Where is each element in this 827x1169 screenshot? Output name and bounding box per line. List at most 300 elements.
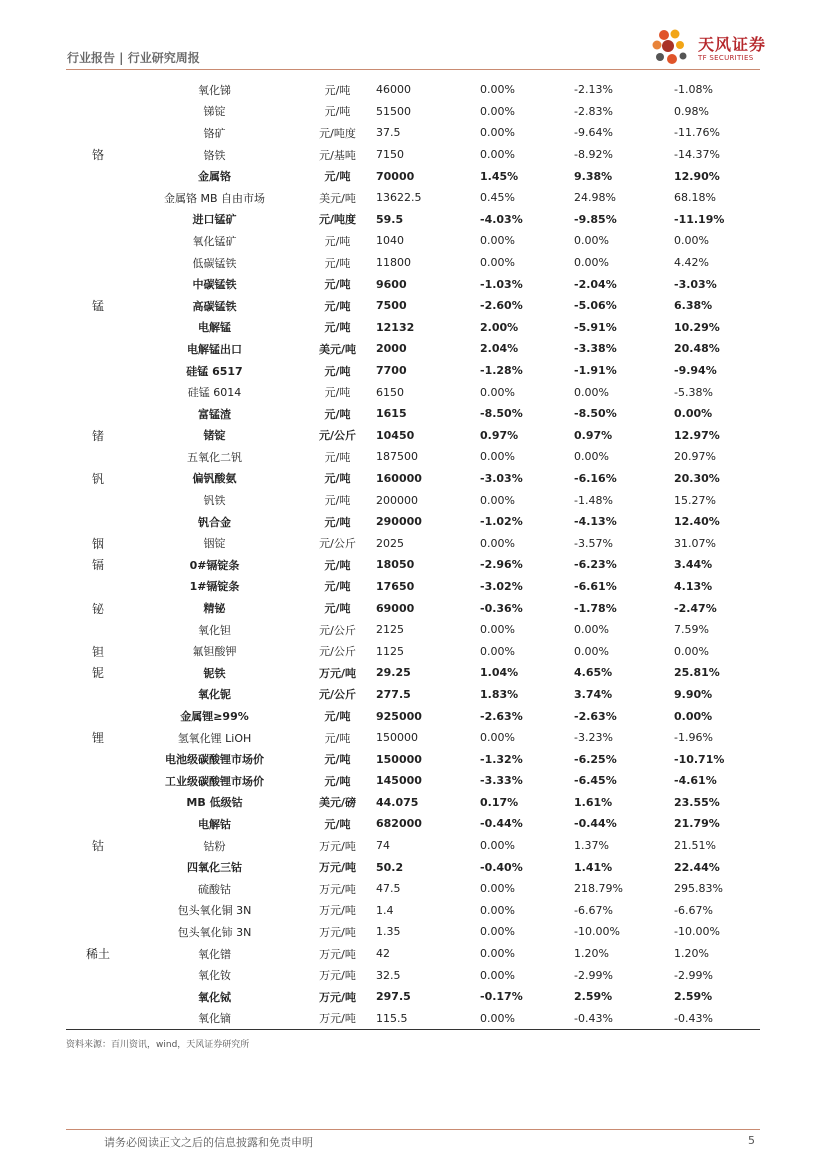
metal-cell: 钴 [91, 839, 104, 854]
metal-cell [66, 489, 130, 511]
unit-cell: 元/吨 [324, 753, 351, 767]
monthly-change-cell: -4.13% [574, 515, 617, 529]
yearly-change-cell: -6.67% [674, 903, 713, 917]
price-cell: 2000 [376, 342, 407, 356]
metal-cell [66, 792, 130, 814]
yearly-change-cell: 23.55% [674, 795, 720, 809]
monthly-change-cell: 0.00% [574, 256, 609, 270]
price-cell: 1040 [376, 234, 404, 248]
metal-cell [66, 252, 130, 274]
metal-cell [66, 921, 130, 943]
table-row [66, 295, 760, 317]
weekly-change-cell: -1.02% [480, 515, 523, 529]
monthly-change-cell: 0.00% [574, 385, 609, 399]
monthly-change-cell: 1.61% [574, 795, 613, 809]
table-row [66, 468, 760, 490]
unit-cell: 元/公斤 [319, 645, 356, 659]
disclaimer-text: 请务必阅读正文之后的信息披露和免责申明 [104, 1136, 313, 1149]
price-cell: 145000 [376, 774, 422, 788]
metal-cell [66, 878, 130, 900]
product-name-cell: 锑锭 [203, 105, 226, 119]
product-name-cell: 锗锭 [203, 429, 226, 443]
table-row [66, 79, 760, 101]
unit-cell: 元/吨 [324, 321, 351, 335]
weekly-change-cell: 2.00% [480, 320, 519, 334]
product-name-cell: 精铋 [203, 602, 226, 616]
metal-cell: 稀土 [85, 947, 110, 962]
weekly-change-cell: 1.83% [480, 687, 519, 701]
price-cell: 297.5 [376, 990, 411, 1004]
price-cell: 1615 [376, 407, 407, 421]
weekly-change-cell: 0.00% [480, 947, 515, 961]
weekly-change-cell: 0.00% [480, 83, 515, 97]
weekly-change-cell: 0.00% [480, 148, 515, 162]
yearly-change-cell: -14.37% [674, 148, 720, 162]
product-name-cell: 铌铁 [203, 666, 226, 680]
product-name-cell: 氢氧化锂 LiOH [177, 731, 252, 745]
monthly-change-cell: -9.64% [574, 126, 613, 140]
price-cell: 7500 [376, 299, 407, 313]
weekly-change-cell: 0.00% [480, 925, 515, 939]
price-cell: 187500 [376, 450, 418, 464]
table-row [66, 900, 760, 922]
price-cell: 150000 [376, 752, 422, 766]
weekly-change-cell: 0.00% [480, 493, 515, 507]
monthly-change-cell: 218.79% [574, 882, 623, 896]
yearly-change-cell: -2.47% [674, 601, 717, 615]
metal-cell [66, 101, 130, 123]
table-row [66, 727, 760, 749]
metal-cell: 铟 [91, 536, 104, 551]
product-name-cell: 氧化锰矿 [192, 234, 237, 248]
weekly-change-cell: -1.03% [480, 277, 523, 291]
unit-cell: 元/吨 [324, 364, 351, 378]
unit-cell: 元/吨 [324, 515, 351, 529]
metal-cell: 钒 [91, 471, 104, 486]
table-row [66, 446, 760, 468]
metal-cell [66, 360, 130, 382]
monthly-change-cell: -10.00% [574, 925, 620, 939]
price-cell: 69000 [376, 601, 415, 615]
weekly-change-cell: -8.50% [480, 407, 523, 421]
footer-divider [66, 1129, 760, 1130]
table-row [66, 684, 760, 706]
table-row [66, 187, 760, 209]
unit-cell: 元/吨 [324, 817, 351, 831]
product-name-cell: 金属铬 [198, 170, 231, 184]
product-name-cell: 高碳锰铁 [192, 299, 237, 313]
table-row [66, 597, 760, 619]
price-cell: 10450 [376, 428, 415, 442]
weekly-change-cell: -1.28% [480, 364, 523, 378]
yearly-change-cell: 2.59% [674, 990, 713, 1004]
product-name-cell: 氧化镝 [130, 1008, 299, 1030]
product-name-cell: 氧化钽 [198, 623, 231, 637]
yearly-change-cell: 4.42% [674, 256, 709, 270]
yearly-change-cell: -11.76% [674, 126, 720, 140]
table-row [66, 425, 760, 447]
weekly-change-cell: 0.00% [480, 644, 515, 658]
yearly-change-cell: 20.30% [674, 471, 720, 485]
price-cell: 6150 [376, 385, 404, 399]
unit-cell: 元/吨 [324, 386, 351, 400]
weekly-change-cell: -2.60% [480, 299, 523, 313]
weekly-change-cell: -0.36% [480, 601, 523, 615]
yearly-change-cell: -5.38% [674, 385, 713, 399]
unit-cell: 元/吨 [324, 278, 351, 292]
monthly-change-cell: -2.04% [574, 277, 617, 291]
monthly-change-cell: -3.23% [574, 731, 613, 745]
product-name-cell: 氧化镨 [198, 947, 231, 961]
unit-cell: 万元/吨 [319, 925, 356, 939]
table-row [66, 122, 760, 144]
unit-cell: 元/吨 [324, 710, 351, 724]
product-name-cell: 氧化钕 [198, 969, 231, 983]
price-cell: 29.25 [376, 666, 411, 680]
metal-cell [66, 273, 130, 295]
product-name-cell: 钒合金 [198, 515, 231, 529]
yearly-change-cell: 0.00% [674, 234, 709, 248]
table-row [66, 209, 760, 231]
yearly-change-cell: 6.38% [674, 299, 713, 313]
weekly-change-cell: 0.97% [480, 428, 519, 442]
page-number: 5 [748, 1134, 755, 1147]
yearly-change-cell: 1.20% [674, 947, 709, 961]
metal-cell [66, 748, 130, 770]
price-cell: 32.5 [376, 968, 401, 982]
table-row [66, 792, 760, 814]
metal-cell: 锂 [91, 731, 104, 746]
metal-cell [66, 576, 130, 598]
flower-logo-icon [648, 25, 694, 71]
yearly-change-cell: 10.29% [674, 320, 720, 334]
product-name-cell: 氧化铽 [198, 990, 231, 1004]
unit-cell: 元/吨 [324, 450, 351, 464]
monthly-change-cell: 1.37% [574, 839, 609, 853]
table-row [66, 101, 760, 123]
yearly-change-cell: 12.97% [674, 428, 720, 442]
unit-cell: 万元/吨 [319, 839, 356, 853]
yearly-change-cell: 12.40% [674, 515, 720, 529]
weekly-change-cell: 0.17% [480, 795, 519, 809]
monthly-change-cell: 1.20% [574, 947, 609, 961]
price-table-body [66, 79, 760, 1030]
weekly-change-cell: 0.00% [480, 623, 515, 637]
metal-cell [66, 403, 130, 425]
weekly-change-cell: 0.00% [480, 968, 515, 982]
product-name-cell: 钴粉 [203, 839, 226, 853]
price-cell: 1.35 [376, 925, 401, 939]
monthly-change-cell: -6.23% [574, 558, 617, 572]
unit-cell: 元/吨 [324, 256, 351, 270]
yearly-change-cell: 9.90% [674, 687, 713, 701]
metal-cell [66, 209, 130, 231]
unit-cell: 美元/吨 [319, 191, 356, 205]
table-row [66, 770, 760, 792]
unit-cell: 元/吨 [324, 774, 351, 788]
metal-cell [66, 813, 130, 835]
unit-cell: 元/吨 [324, 83, 351, 97]
metal-cell [66, 381, 130, 403]
metal-cell [66, 964, 130, 986]
yearly-change-cell: 0.00% [674, 644, 709, 658]
metal-cell [66, 230, 130, 252]
monthly-change-cell: -1.48% [574, 493, 613, 507]
price-cell: 1125 [376, 644, 404, 658]
monthly-change-cell: -3.57% [574, 536, 613, 550]
yearly-change-cell: -9.94% [674, 364, 717, 378]
yearly-change-cell: -0.43% [674, 1008, 760, 1030]
price-cell: 9600 [376, 277, 407, 291]
monthly-change-cell: -6.25% [574, 752, 617, 766]
yearly-change-cell: 0.98% [674, 104, 709, 118]
weekly-change-cell: 0.00% [480, 882, 515, 896]
price-cell: 277.5 [376, 687, 411, 701]
metal-cell: 镉 [91, 558, 104, 573]
table-row [66, 144, 760, 166]
monthly-change-cell: 2.59% [574, 990, 613, 1004]
table-row [66, 921, 760, 943]
table-row [66, 619, 760, 641]
price-cell: 7700 [376, 364, 407, 378]
metal-cell [66, 705, 130, 727]
weekly-change-cell: -3.33% [480, 774, 523, 788]
unit-cell: 元/吨 [324, 602, 351, 616]
price-cell: 59.5 [376, 212, 404, 226]
unit-cell: 元/吨度 [318, 213, 357, 227]
table-row [66, 813, 760, 835]
unit-cell: 元/吨度 [319, 126, 356, 140]
monthly-change-cell: -6.16% [574, 471, 617, 485]
monthly-change-cell: -3.38% [574, 342, 617, 356]
price-cell: 1.4 [376, 903, 394, 917]
price-cell: 42 [376, 947, 390, 961]
price-cell: 13622.5 [376, 191, 422, 205]
price-cell: 2025 [376, 536, 404, 550]
table-row [66, 640, 760, 662]
weekly-change-cell: 2.04% [480, 342, 519, 356]
metal-cell: 铋 [91, 601, 104, 616]
monthly-change-cell: -8.92% [574, 148, 613, 162]
yearly-change-cell: 0.00% [674, 407, 713, 421]
product-name-cell: 低碳锰铁 [192, 256, 237, 270]
weekly-change-cell: 0.00% [480, 903, 515, 917]
price-cell: 70000 [376, 169, 415, 183]
monthly-change-cell: -5.91% [574, 320, 617, 334]
product-name-cell: MB 低级钴 [186, 796, 243, 810]
monthly-change-cell: -6.45% [574, 774, 617, 788]
monthly-change-cell: 0.97% [574, 428, 613, 442]
yearly-change-cell: 7.59% [674, 623, 709, 637]
weekly-change-cell: 1.04% [480, 666, 519, 680]
table-row [66, 403, 760, 425]
table-row [66, 252, 760, 274]
weekly-change-cell: -0.17% [480, 990, 523, 1004]
table-row [66, 576, 760, 598]
metal-cell: 锰 [91, 299, 104, 314]
monthly-change-cell: -1.78% [574, 601, 617, 615]
weekly-change-cell: -3.03% [480, 471, 523, 485]
unit-cell: 万元/吨 [318, 990, 357, 1004]
product-name-cell: 电解钴 [198, 817, 231, 831]
price-cell: 925000 [376, 709, 422, 723]
product-name-cell: 金属铬 MB 自由市场 [163, 191, 266, 205]
weekly-change-cell: 0.00% [480, 234, 515, 248]
table-row [66, 360, 760, 382]
price-cell: 200000 [376, 493, 418, 507]
price-cell: 47.5 [376, 882, 401, 896]
yearly-change-cell: -4.61% [674, 774, 717, 788]
weekly-change-cell: -2.96% [480, 558, 523, 572]
price-cell: 74 [376, 839, 390, 853]
metal-cell [66, 619, 130, 641]
product-name-cell: 金属锂≥99% [180, 710, 249, 724]
product-name-cell: 偏钒酸氨 [192, 472, 237, 486]
metal-cell [66, 122, 130, 144]
yearly-change-cell: -1.96% [674, 731, 713, 745]
yearly-change-cell: -2.99% [674, 968, 713, 982]
unit-cell: 元/吨 [324, 105, 351, 119]
metal-cell: 钽 [91, 644, 104, 659]
price-cell: 37.5 [376, 126, 401, 140]
header-divider [66, 69, 760, 70]
product-name-cell: 四氧化三钴 [187, 861, 242, 875]
metal-cell [66, 317, 130, 339]
metal-cell [66, 770, 130, 792]
table-row [66, 748, 760, 770]
table-row [66, 835, 760, 857]
weekly-change-cell: 0.00% [480, 1008, 574, 1030]
unit-cell: 元/吨 [324, 299, 351, 313]
product-name-cell: 电池级碳酸锂市场价 [165, 753, 264, 767]
unit-cell: 元/吨 [324, 731, 351, 745]
price-cell: 50.2 [376, 860, 404, 874]
unit-cell: 美元/吨 [318, 342, 357, 356]
unit-cell: 元/吨 [324, 494, 351, 508]
monthly-change-cell: -0.43% [574, 1008, 674, 1030]
yearly-change-cell: -1.08% [674, 83, 713, 97]
yearly-change-cell: 4.13% [674, 579, 713, 593]
table-row [66, 317, 760, 339]
monthly-change-cell: -2.63% [574, 709, 617, 723]
unit-cell: 元/公斤 [319, 537, 356, 551]
weekly-change-cell: -1.32% [480, 752, 523, 766]
weekly-change-cell: 0.45% [480, 191, 515, 205]
yearly-change-cell: 295.83% [674, 882, 723, 896]
yearly-change-cell: 22.44% [674, 860, 720, 874]
weekly-change-cell: 0.00% [480, 104, 515, 118]
product-name-cell: 富锰渣 [198, 407, 231, 421]
price-cell: 51500 [376, 104, 411, 118]
unit-cell: 元/吨 [324, 407, 351, 421]
metal-cell [66, 856, 130, 878]
logo-subtitle: TF SECURITIES [698, 54, 754, 62]
unit-cell: 元/公斤 [318, 429, 357, 443]
price-cell: 150000 [376, 731, 418, 745]
metal-cell [66, 511, 130, 533]
data-source-note: 资料来源：百川资讯，wind，天风证券研究所 [66, 1040, 250, 1050]
price-cell: 115.5 [376, 1008, 480, 1030]
product-name-cell: 铟锭 [203, 537, 226, 551]
price-cell: 290000 [376, 515, 422, 529]
monthly-change-cell: 0.00% [574, 450, 609, 464]
product-name-cell: 铬铁 [203, 148, 226, 162]
monthly-change-cell: -1.91% [574, 364, 617, 378]
company-logo [648, 25, 768, 73]
metal-cell [66, 986, 130, 1008]
logo-name: 天风证券 [698, 35, 767, 54]
unit-cell: 元/吨 [324, 580, 351, 594]
yearly-change-cell: -11.19% [674, 212, 725, 226]
monthly-change-cell: 1.41% [574, 860, 613, 874]
metal-cell [66, 187, 130, 209]
yearly-change-cell: 68.18% [674, 191, 716, 205]
metal-cell [66, 1008, 130, 1030]
weekly-change-cell: -0.44% [480, 817, 523, 831]
product-name-cell: 包头氧化铜 3N [177, 904, 252, 918]
price-cell: 2125 [376, 623, 404, 637]
unit-cell: 万元/吨 [319, 904, 356, 918]
table-row [66, 489, 760, 511]
monthly-change-cell: 0.00% [574, 644, 609, 658]
product-name-cell: 氧化铌 [198, 688, 231, 702]
weekly-change-cell: -2.63% [480, 709, 523, 723]
unit-cell: 万元/吨 [318, 861, 357, 875]
metal-cell [66, 165, 130, 187]
table-row [66, 165, 760, 187]
table-row [66, 230, 760, 252]
weekly-change-cell: 0.00% [480, 450, 515, 464]
table-row [66, 878, 760, 900]
yearly-change-cell: -10.00% [674, 925, 720, 939]
yearly-change-cell: 21.79% [674, 817, 720, 831]
monthly-change-cell: -5.06% [574, 299, 617, 313]
metal-cell: 铌 [91, 666, 104, 681]
monthly-change-cell: -8.50% [574, 407, 617, 421]
table-row [66, 1008, 760, 1030]
weekly-change-cell: 0.00% [480, 126, 515, 140]
table-row [66, 705, 760, 727]
monthly-change-cell: -6.67% [574, 903, 613, 917]
table-row [66, 511, 760, 533]
yearly-change-cell: 20.48% [674, 342, 720, 356]
table-row [66, 986, 760, 1008]
yearly-change-cell: 20.97% [674, 450, 716, 464]
weekly-change-cell: 0.00% [480, 731, 515, 745]
monthly-change-cell: 9.38% [574, 169, 613, 183]
unit-cell: 元/吨 [324, 234, 351, 248]
price-cell: 44.075 [376, 795, 419, 809]
weekly-change-cell: 0.00% [480, 536, 515, 550]
product-name-cell: 电解锰 [198, 321, 231, 335]
table-row [66, 964, 760, 986]
monthly-change-cell: 0.00% [574, 234, 609, 248]
product-name-cell: 中碳锰铁 [192, 278, 237, 292]
unit-cell: 元/吨 [324, 472, 351, 486]
yearly-change-cell: 31.07% [674, 536, 716, 550]
table-row [66, 856, 760, 878]
price-cell: 7150 [376, 148, 404, 162]
monthly-change-cell: -2.13% [574, 83, 613, 97]
table-row [66, 273, 760, 295]
price-cell: 46000 [376, 83, 411, 97]
unit-cell: 万元/吨 [319, 969, 356, 983]
metal-cell [66, 684, 130, 706]
unit-cell: 元/吨 [324, 170, 351, 184]
monthly-change-cell: 0.00% [574, 623, 609, 637]
metal-cell: 锗 [91, 428, 104, 443]
monthly-change-cell: 24.98% [574, 191, 616, 205]
